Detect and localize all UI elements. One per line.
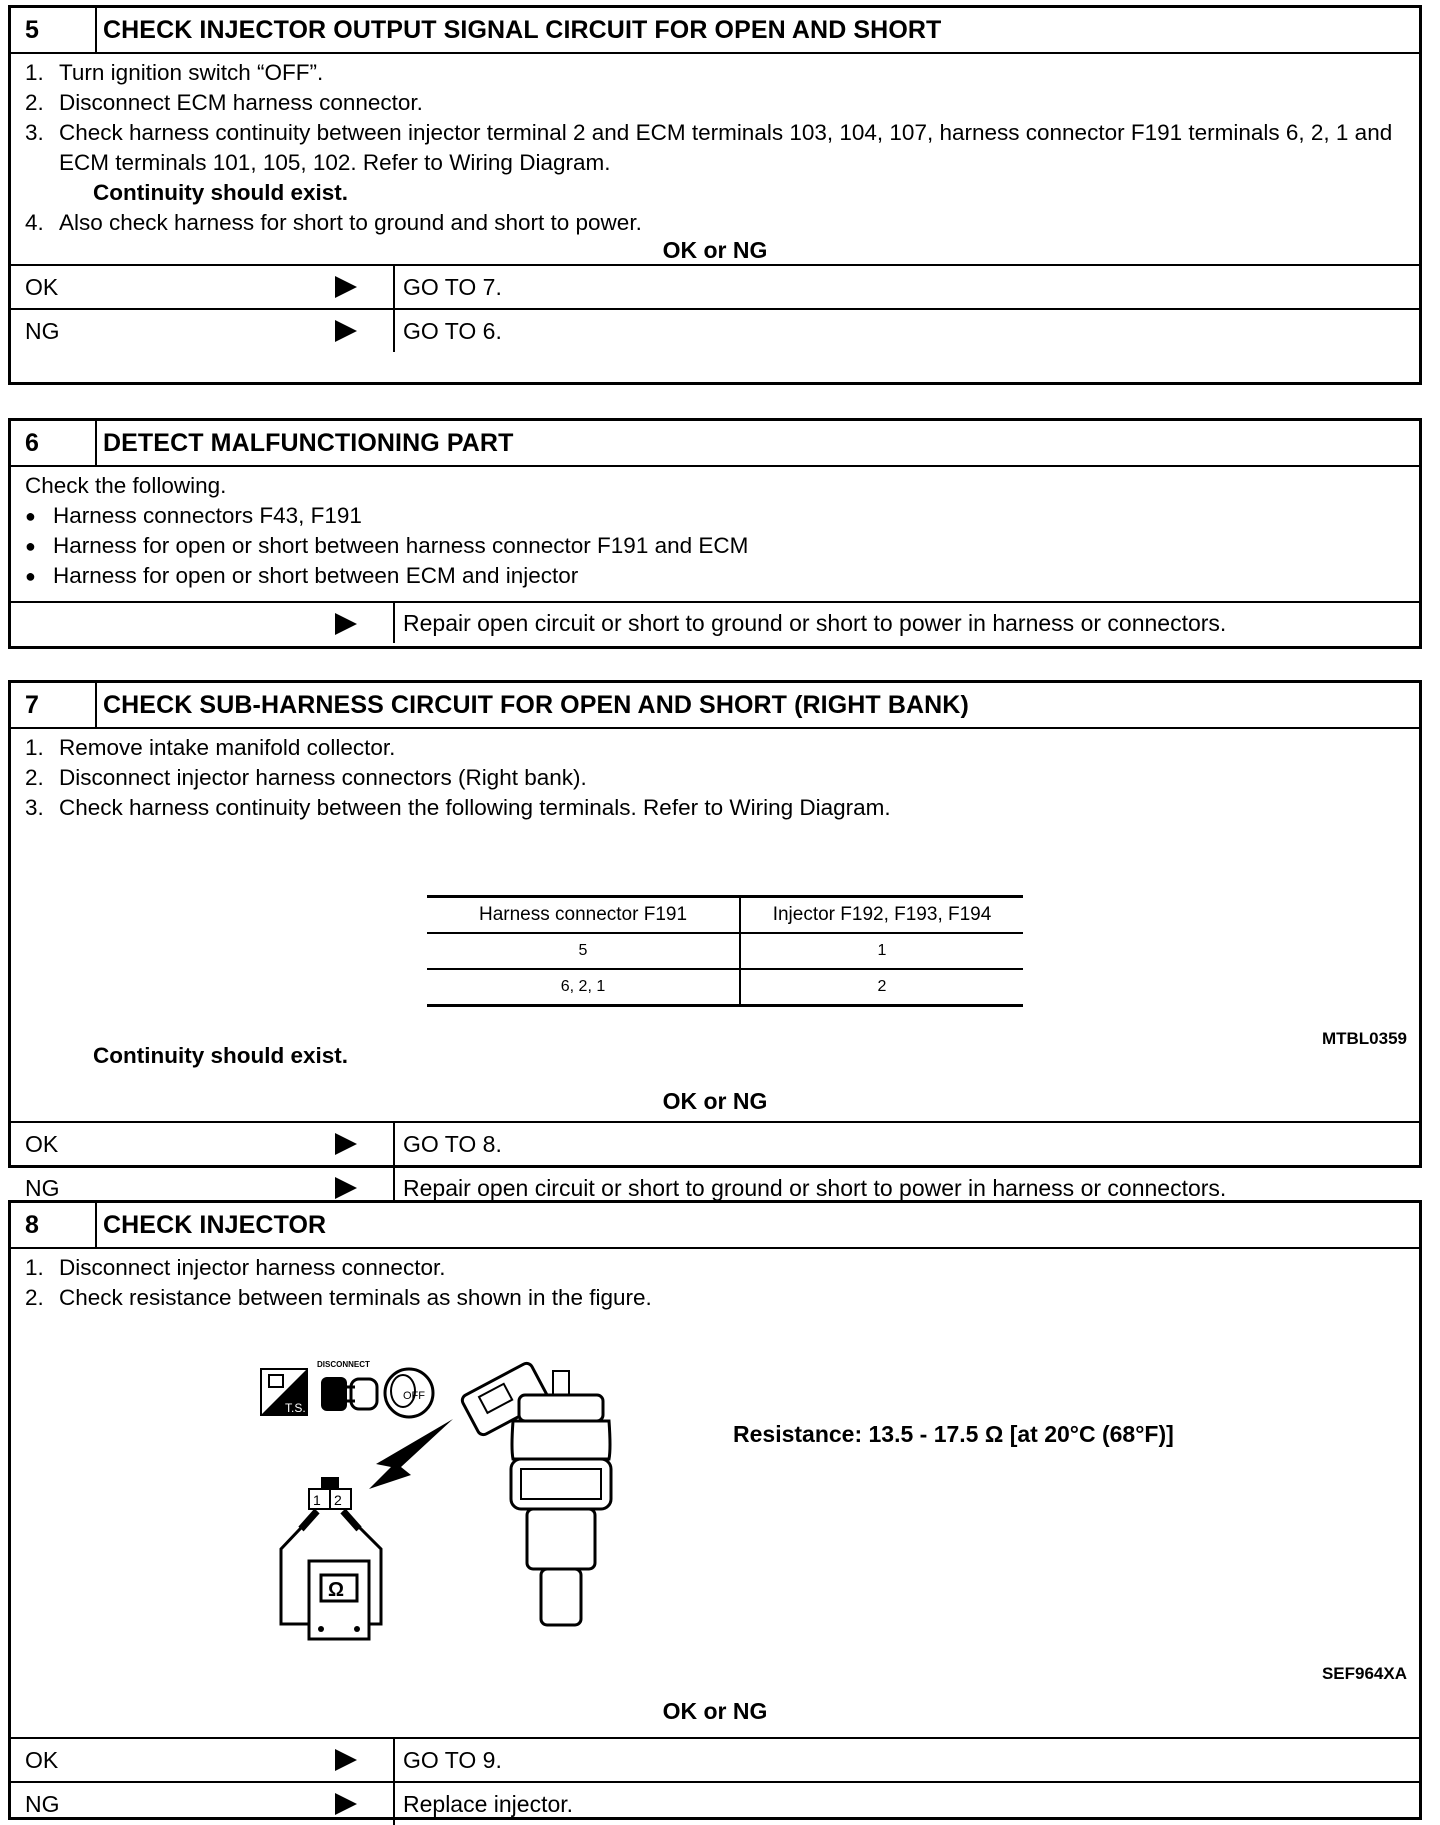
result-label: NG [25,317,60,344]
step-header [11,1203,1419,1249]
instruction-item: 3. Check harness continuity between the following terminals. Refer to Wiring Diagram. [25,795,891,820]
svg-text:Ω: Ω [328,1579,345,1601]
figure-code: SEF964XA [1321,1664,1407,1683]
result-row-ok [11,1737,1419,1781]
step-instructions [11,729,1419,1114]
result-row [11,601,1419,643]
arrow-right-icon [335,320,357,342]
result-label: OK [25,273,59,300]
result-action: Repair open circuit or short to ground or short to power in harness or connectors. [403,609,1227,636]
arrow-right-icon [335,1793,357,1815]
result-action: GO TO 9. [403,1746,502,1773]
ok-or-ng-label: OK or NG [662,1698,768,1724]
svg-text:T.S.: T.S. [285,1401,306,1415]
result-action: Repair open circuit or short to ground or short to power in harness or connectors. [403,1174,1227,1201]
injector-illustration [460,1361,611,1625]
disconnect-icon [317,1360,377,1411]
bullet-icon: ● [25,506,36,526]
svg-text:OFF: OFF [403,1390,425,1402]
instruction-item: 1. Turn ignition switch “OFF”. [25,60,324,85]
resistance-spec: Resistance: 13.5 - 17.5 Ω [at 20°C (68°F)] [733,1421,1174,1447]
svg-text:2: 2 [334,1492,342,1508]
arrow-right-icon [335,1177,357,1199]
terminal-table [427,895,1023,1007]
bullet-item: ● Harness connectors F43, F191 [25,501,1405,531]
column-header: Injector F192, F193, F194 [740,897,1023,934]
result-row-ok [11,1121,1419,1165]
instruction-item: 2. Disconnect injector harness connectors (Right bank). [25,765,587,790]
result-label: OK [25,1746,59,1773]
bullet-icon: ● [25,536,36,556]
result-label: NG [25,1174,60,1201]
continuity-note: Continuity should exist. [93,1043,349,1068]
svg-text:1: 1 [313,1492,321,1508]
column-header: Harness connector F191 [427,897,740,934]
result-action: GO TO 6. [403,317,502,344]
step-header [11,8,1419,54]
ok-or-ng-label: OK or NG [662,237,768,263]
svg-text:DISCONNECT: DISCONNECT [317,1360,370,1369]
pointer-arrow [369,1419,453,1489]
instruction-item: 2. Check resistance between terminals as shown in the figure. [25,1285,652,1310]
step-header [11,421,1419,467]
table-header-row [427,897,1023,934]
injector-resistance-figure [251,1349,721,1649]
step-number: 7 [11,683,97,727]
arrow-right-icon [335,1749,357,1771]
arrow-right-icon [335,1133,357,1155]
step-title: DETECT MALFUNCTIONING PART [103,428,514,457]
step-instructions [11,1249,1419,1737]
intro-text: Check the following. [25,473,227,498]
ignition-off-icon [385,1369,433,1417]
table-row: 6, 2, 1 2 [427,969,1023,1006]
instruction-item: 4. Also check harness for short to ground and short to power. [25,210,642,235]
result-row-ng [11,308,1419,352]
step-8 [8,1200,1422,1820]
result-label: OK [25,1130,59,1157]
result-action: GO TO 7. [403,273,502,300]
ok-or-ng-label: OK or NG [662,1088,768,1114]
step-7 [8,680,1422,1201]
test-symbol-icon [261,1369,307,1415]
step-instructions [11,467,1419,601]
instruction-item: 1. Disconnect injector harness connector. [25,1255,446,1280]
arrow-right-icon [335,276,357,298]
instruction-item: 1. Remove intake manifold collector. [25,735,396,760]
step-6 [8,418,1422,649]
step-5 [8,5,1422,385]
figure-code: MTBL0359 [1321,1029,1407,1048]
result-action: GO TO 8. [403,1130,502,1157]
bullet-item: ● Harness for open or short between ECM and injector [25,561,1405,591]
step-header [11,683,1419,729]
step-title: CHECK INJECTOR OUTPUT SIGNAL CIRCUIT FOR OPEN AND SHORT [103,15,942,44]
arrow-right-icon [335,613,357,635]
continuity-note: Continuity should exist. [93,180,349,205]
result-action: Replace injector. [403,1790,574,1817]
bullet-item: ● Harness for open or short between harness connector F191 and ECM [25,531,1405,561]
result-row-ng [11,1781,1419,1825]
result-label: NG [25,1790,60,1817]
step-title: CHECK INJECTOR [103,1210,327,1239]
table-row: 5 1 [427,933,1023,969]
instruction-item: 2. Disconnect ECM harness connector. [25,90,423,115]
step-number: 6 [11,421,97,465]
step-number: 5 [11,8,97,52]
bullet-icon: ● [25,566,36,586]
step-title: CHECK SUB-HARNESS CIRCUIT FOR OPEN AND SHORT (RIGHT BANK) [103,690,969,719]
instruction-item: 3. Check harness continuity between injector terminal 2 and ECM terminals 103, 104, 107, harness connector F191 terminals 6, 2, 1 and ECM terminals 101, 105, 102. Refer to Wiring Diagram. [25,120,1393,175]
step-instructions [11,54,1419,264]
ohmmeter-circuit [281,1477,381,1639]
step-number: 8 [11,1203,97,1247]
